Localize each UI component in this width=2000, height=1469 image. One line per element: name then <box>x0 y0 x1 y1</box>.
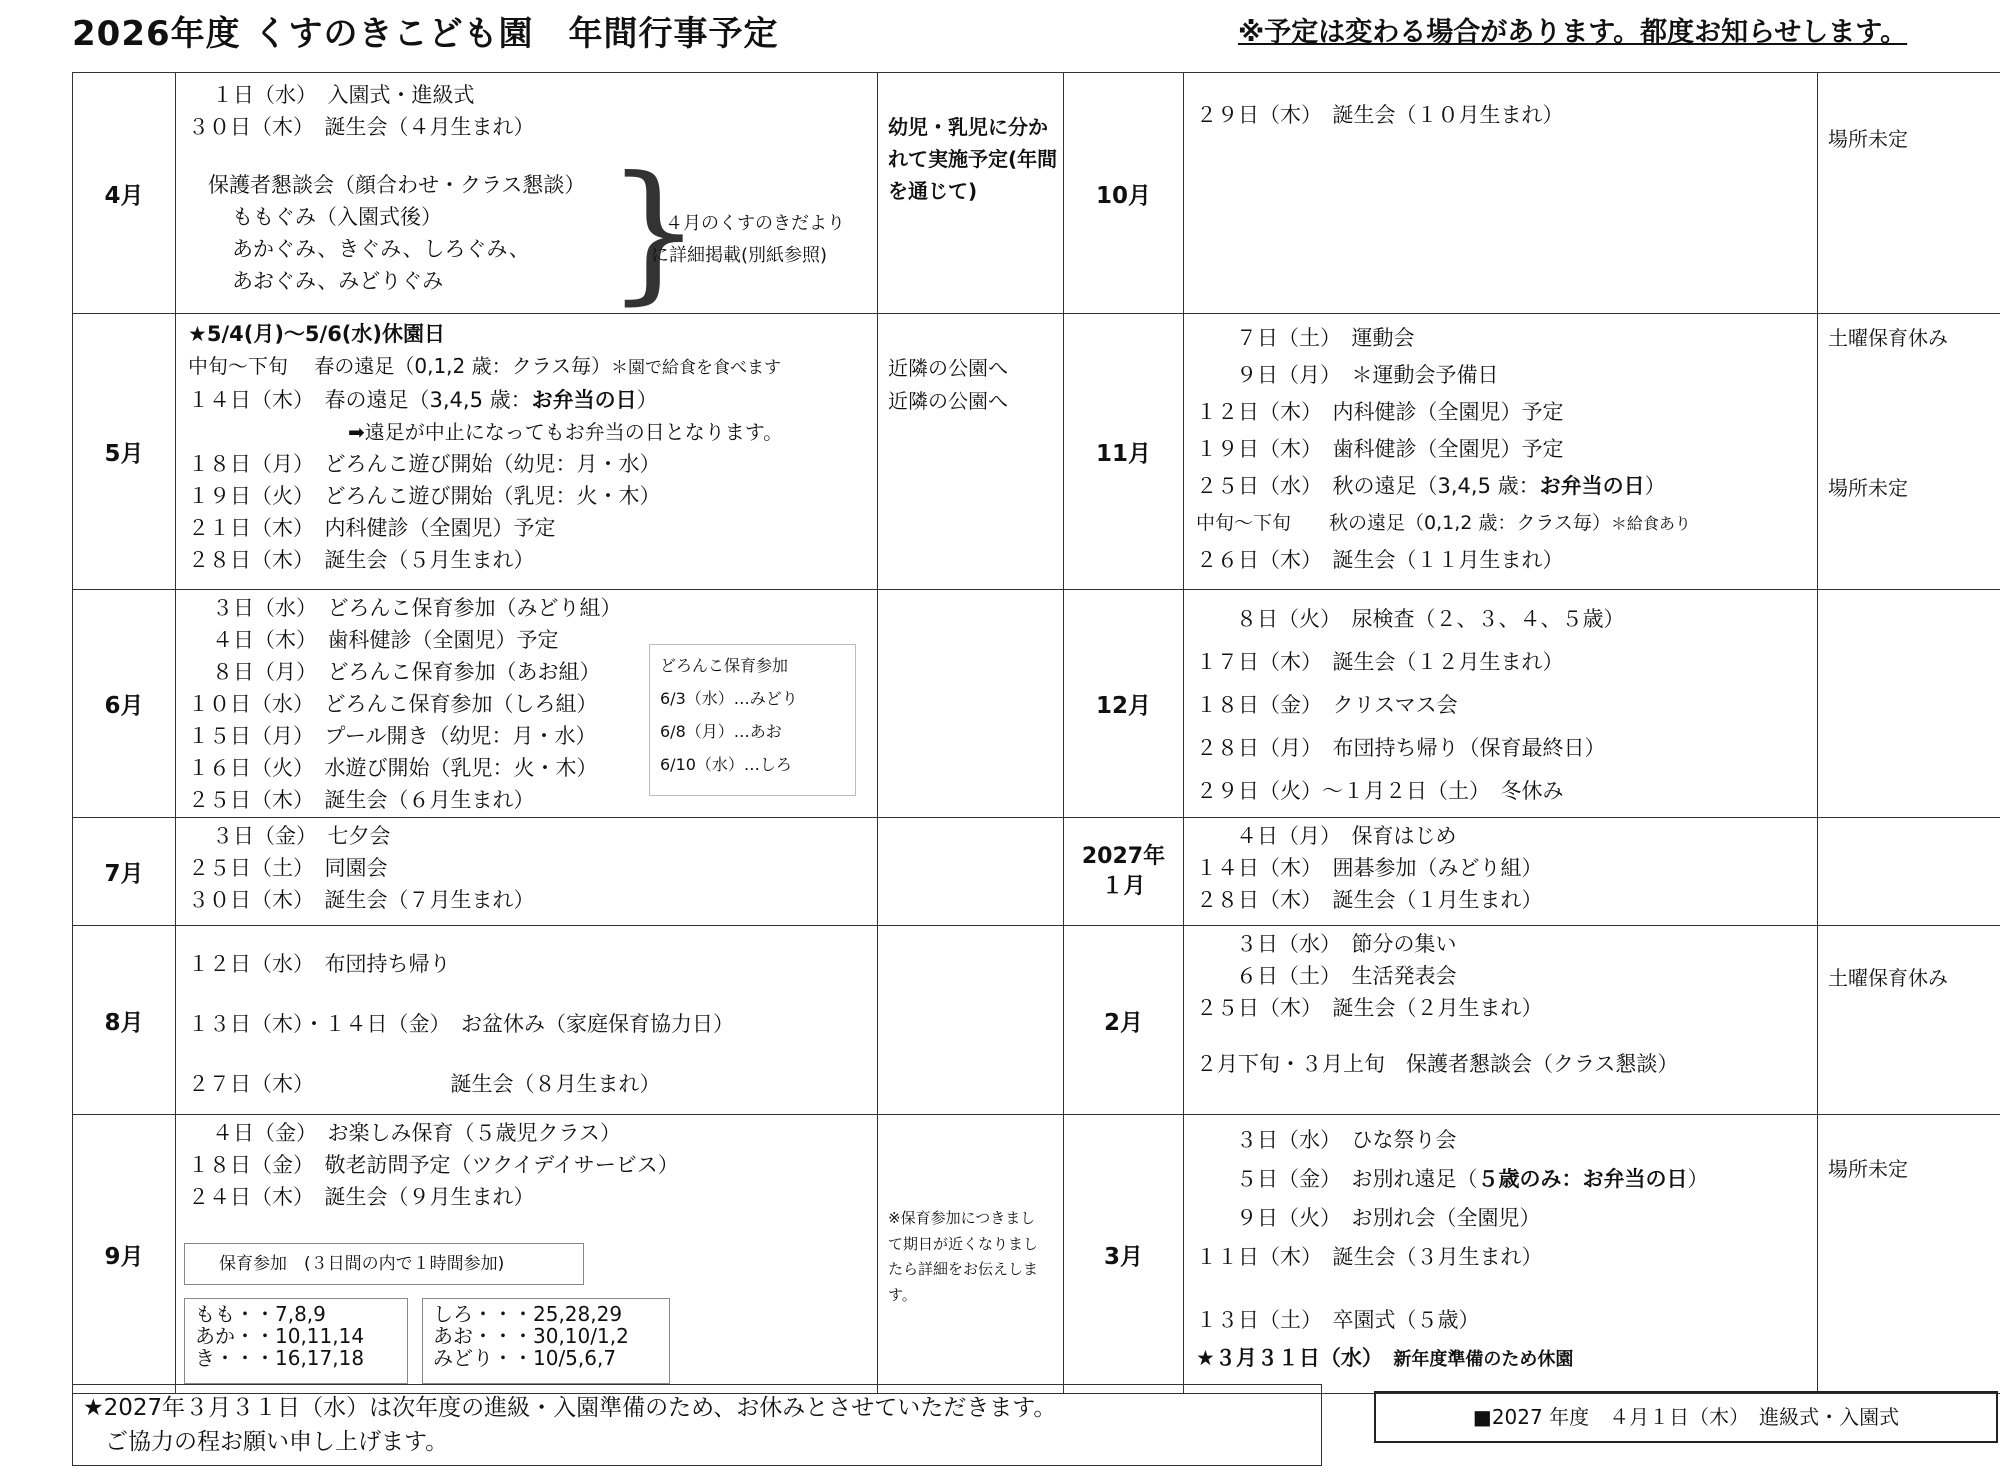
footer-line: ご協力の程お願い申し上げます。 <box>105 1429 449 1455</box>
group-line: あか・・10,11,14 <box>195 1324 365 1348</box>
event-line: １９日（火） どろんこ遊び開始（乳児：火・木） <box>188 484 661 508</box>
event-line: ２８日（木） 誕生会（５月生まれ） <box>188 548 535 572</box>
participation-note: ※保育参加につきまして期日が近くなりましたら詳細をお伝えします。 <box>888 1209 1039 1304</box>
event-line: １４日（木） 春の遠足（3,4,5 歳：お弁当の日） <box>188 388 658 412</box>
event-line: ９日（火） お別れ会（全園児） <box>1236 1206 1541 1230</box>
box-line: 6/10（水）…しろ <box>660 755 792 774</box>
month-label: 12月 <box>1064 590 1184 818</box>
event-line: ２１日（木） 内科健診（全園児）予定 <box>188 516 556 540</box>
mud-play-box <box>649 644 856 796</box>
event-line: ３日（水） ひな祭り会 <box>1236 1128 1457 1152</box>
note-cell <box>878 590 1064 818</box>
event-line: ３０日（木） 誕生会（４月生まれ） <box>188 115 535 139</box>
participation-group-b <box>422 1298 670 1384</box>
location-note: 場所未定 <box>1828 476 1908 500</box>
event-line: 中旬～下旬 秋の遠足（0,1,2 歳：クラス毎）＊給食あり <box>1196 512 1691 534</box>
group-line: しろ・・・25,28,29 <box>433 1302 623 1326</box>
month-label: 7月 <box>73 818 176 926</box>
saturday-note: 土曜保育休み <box>1828 326 1948 350</box>
event-line: ２７日（木） 誕生会（８月生まれ） <box>188 1072 661 1096</box>
month-label: 11月 <box>1064 314 1184 590</box>
footer-next-year: ■2027 年度 ４月１日（木） 進級式・入園式 <box>1374 1391 1998 1443</box>
park-note: 近隣の公園へ <box>888 356 1008 380</box>
location-note: 場所未定 <box>1828 1157 1908 1181</box>
group-line: き・・・16,17,18 <box>195 1346 365 1370</box>
event-line: ８日（火） 尿検査（２、３、４、５歳） <box>1236 607 1625 631</box>
park-note: 近隣の公園へ <box>888 389 1008 413</box>
event-line: 中旬～下旬 春の遠足（0,1,2 歳：クラス毎）＊園で給食を食べます <box>188 354 782 378</box>
event-line: ２８日（月） 布団持ち帰り（保育最終日） <box>1196 736 1606 760</box>
box-line: 6/3（水）…みどり <box>660 689 798 708</box>
note-cell <box>878 314 1064 590</box>
row-jul-jan <box>73 818 2000 926</box>
participation-title: 保育参加 (３日間の内で１時間参加) <box>219 1254 505 1274</box>
event-line: ２５日（水） 秋の遠足（3,4,5 歳：お弁当の日） <box>1196 474 1666 498</box>
event-line: １３日（木）・１４日（金） お盆休み（家庭保育協力日） <box>188 1012 734 1036</box>
participation-group-a <box>184 1298 408 1384</box>
event-line: ８日（月） どろんこ保育参加（あお組） <box>212 660 601 684</box>
change-notice: ※予定は変わる場合があります。都度お知らせします。 <box>1238 17 1908 48</box>
note-cell <box>1818 314 2000 590</box>
saturday-note: 土曜保育休み <box>1828 966 1948 990</box>
event-line: ６日（土） 生活発表会 <box>1236 964 1457 988</box>
group-line: もも・・7,8,9 <box>195 1302 326 1326</box>
event-line: ２４日（木） 誕生会（９月生まれ） <box>188 1185 535 1209</box>
brace-glyph: } <box>606 145 702 314</box>
meeting-note: に詳細掲載(別紙参照) <box>651 245 828 266</box>
note-cell: 幼児・乳児に分かれて実施予定(年間を通じて) <box>878 73 1064 314</box>
events-september <box>176 1115 878 1394</box>
meeting-line: あおぐみ、みどりぐみ <box>232 269 444 293</box>
event-line: １６日（火） 水遊び開始（乳児：火・木） <box>188 756 598 780</box>
event-line: ★5/4(月)～5/6(水)休園日 <box>188 322 446 346</box>
event-line: ９日（月） ＊運動会予備日 <box>1236 363 1499 387</box>
note-cell <box>1818 590 2000 818</box>
note-cell <box>878 818 1064 926</box>
events-august <box>176 926 878 1115</box>
row-aug-feb <box>73 926 2000 1115</box>
event-line: １５日（月） プール開き（幼児：月・水） <box>188 724 597 748</box>
event-line: ➡遠足が中止になってもお弁当の日となります。 <box>348 420 784 444</box>
event-line: ４日（木） 歯科健診（全園児）予定 <box>212 628 559 652</box>
month-label: 9月 <box>73 1115 176 1394</box>
note-cell <box>1818 926 2000 1115</box>
event-line: ★３月３１日（水） 新年度準備のため休園 <box>1196 1346 1574 1370</box>
event-line: ３日（水） どろんこ保育参加（みどり組） <box>212 596 622 620</box>
month-label: 8月 <box>73 926 176 1115</box>
box-line: 6/8（月）…あお <box>660 722 782 741</box>
note-cell <box>1818 1115 2000 1394</box>
event-line: ２９日（木） 誕生会（１０月生まれ） <box>1196 103 1564 127</box>
event-line: ２６日（木） 誕生会（１１月生まれ） <box>1196 548 1564 572</box>
event-line: １８日（月） どろんこ遊び開始（幼児：月・水） <box>188 452 661 476</box>
footer-line: ★2027年３月３１日（水）は次年度の進級・入園準備のため、お休みとさせていただきます。 <box>83 1395 1057 1421</box>
event-line: １７日（木） 誕生会（１２月生まれ） <box>1196 650 1564 674</box>
month-label: 4月 <box>73 73 176 314</box>
events-january <box>1184 818 1818 926</box>
event-line: １１日（木） 誕生会（３月生まれ） <box>1196 1245 1543 1269</box>
note-cell <box>878 1115 1064 1394</box>
meeting-note: ４月のくすのきだより <box>665 213 845 234</box>
row-sep-mar <box>73 1115 2000 1394</box>
meeting-line: 保護者懇談会（顔合わせ・クラス懇談） <box>208 173 586 197</box>
event-line: １３日（土） 卒園式（５歳） <box>1196 1308 1480 1332</box>
event-line: １２日（水） 布団持ち帰り <box>188 952 451 976</box>
row-may-nov <box>73 314 2000 590</box>
events-december <box>1184 590 1818 818</box>
note-cell <box>1818 73 2000 314</box>
month-label: 5月 <box>73 314 176 590</box>
box-line: どろんこ保育参加 <box>660 656 789 675</box>
events-november <box>1184 314 1818 590</box>
note-cell <box>1818 818 2000 926</box>
event-line: ２８日（木） 誕生会（１月生まれ） <box>1196 888 1543 912</box>
event-line: ２５日（土） 同園会 <box>188 856 388 880</box>
month-label: 2月 <box>1064 926 1184 1115</box>
event-line: ７日（土） 運動会 <box>1236 326 1415 350</box>
event-line: ２９日（火）～１月２日（土） 冬休み <box>1196 779 1564 803</box>
note-cell <box>878 926 1064 1115</box>
month-label: 3月 <box>1064 1115 1184 1394</box>
event-line: １９日（木） 歯科健診（全園児）予定 <box>1196 437 1564 461</box>
footer-closure-notice <box>72 1384 1322 1466</box>
event-line: １８日（金） 敬老訪問予定（ツクイデイサービス） <box>188 1153 679 1177</box>
event-line: １４日（木） 囲碁参加（みどり組） <box>1196 856 1543 880</box>
events-march <box>1184 1115 1818 1394</box>
events-july <box>176 818 878 926</box>
event-line: １２日（木） 内科健診（全園児）予定 <box>1196 400 1564 424</box>
event-line: ２月下旬・３月上旬 保護者懇談会（クラス懇談） <box>1196 1052 1679 1076</box>
event-line: ３０日（木） 誕生会（７月生まれ） <box>188 888 535 912</box>
page-title: 2026年度 くすのきこども園 年間行事予定 <box>72 14 779 54</box>
schedule-table <box>72 72 2000 1394</box>
month-label: 6月 <box>73 590 176 818</box>
event-line: ３日（水） 節分の集い <box>1236 932 1457 956</box>
events-may <box>176 314 878 590</box>
location-note: 場所未定 <box>1828 127 1908 151</box>
events-april <box>176 73 878 314</box>
event-line: ２５日（木） 誕生会（６月生まれ） <box>188 788 535 812</box>
participation-title-box <box>184 1243 584 1285</box>
event-line: １８日（金） クリスマス会 <box>1196 693 1458 717</box>
events-june <box>176 590 878 818</box>
event-line: ４日（月） 保育はじめ <box>1236 824 1457 848</box>
month-label: 10月 <box>1064 73 1184 314</box>
month-label: 2027年１月 <box>1064 818 1184 926</box>
row-apr-oct <box>73 73 2000 314</box>
group-line: みどり・・10/5,6,7 <box>433 1346 617 1370</box>
meeting-line: ももぐみ（入園式後） <box>232 205 442 229</box>
events-february <box>1184 926 1818 1115</box>
row-jun-dec <box>73 590 2000 818</box>
event-line: ４日（金） お楽しみ保育（５歳児クラス） <box>212 1121 621 1145</box>
event-line: １日（水） 入園式・進級式 <box>212 83 475 107</box>
event-line: ５日（金） お別れ遠足（５歳のみ：お弁当の日） <box>1236 1167 1709 1191</box>
event-line: ２５日（木） 誕生会（２月生まれ） <box>1196 996 1543 1020</box>
event-line: １０日（水） どろんこ保育参加（しろ組） <box>188 692 598 716</box>
event-line: ３日（金） 七夕会 <box>212 824 391 848</box>
group-line: あお・・・30,10/1,2 <box>433 1324 629 1348</box>
events-october <box>1184 73 1818 314</box>
meeting-line: あかぐみ、きぐみ、しろぐみ、 <box>232 237 530 261</box>
